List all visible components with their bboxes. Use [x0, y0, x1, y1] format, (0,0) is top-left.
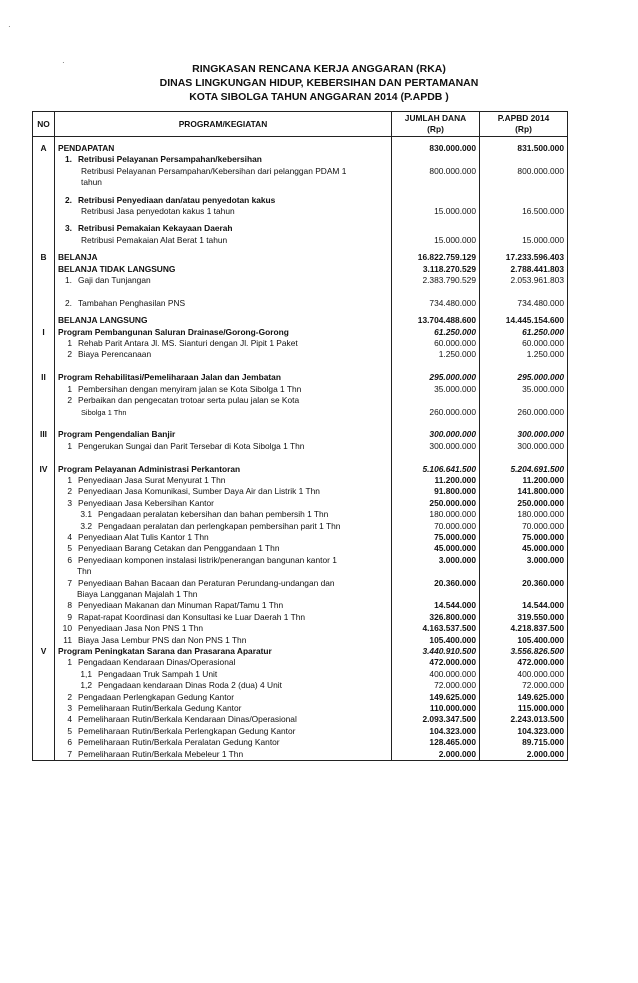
row-papbd: 2.243.013.500 [480, 714, 568, 725]
row-number: 1. [65, 154, 72, 165]
row-label-continued: tahun [55, 177, 392, 188]
row-papbd: 20.360.000 [480, 578, 568, 589]
row-jumlah: 3.440.910.500 [392, 646, 480, 657]
row-number: 3 [67, 497, 72, 508]
row-jumlah: 13.704.488.600 [392, 315, 480, 326]
row-number: 7 [67, 577, 72, 588]
table-row [33, 737, 568, 748]
row-papbd: 319.550.000 [480, 612, 568, 623]
title-line-1: RINGKASAN RENCANA KERJA ANGGARAN (RKA) [192, 63, 446, 75]
header-program: PROGRAM/KEGIATAN [55, 112, 392, 137]
row-number: 1 [67, 383, 72, 394]
header-papbd-label: P.APBD 2014 [497, 113, 550, 123]
row-jumlah: 5.106.641.500 [392, 464, 480, 475]
table-row [33, 509, 568, 520]
row-no: II [33, 372, 55, 383]
table-row [33, 384, 568, 395]
row-number: 4 [67, 531, 72, 542]
row-label: Penyediaan Bahan Bacaan dan Peraturan Perundang-undangan dan [78, 577, 335, 588]
header-no: NO [33, 112, 55, 137]
row-papbd: 15.000.000 [480, 235, 568, 246]
row-papbd: 4.218.837.500 [480, 623, 568, 634]
row-jumlah: 326.800.000 [392, 612, 480, 623]
table-row [33, 252, 568, 263]
table-row [33, 349, 568, 360]
row-jumlah: 75.000.000 [392, 532, 480, 543]
table-row [33, 726, 568, 737]
table-row [33, 646, 568, 657]
row-label: Program Pelayanan Administrasi Perkantoran [55, 464, 392, 475]
row-number: 1 [67, 338, 72, 349]
row-jumlah: 70.000.000 [392, 521, 480, 532]
row-label: Program Peningkatan Sarana dan Prasarana Aparatur [55, 646, 392, 657]
row-jumlah: 472.000.000 [392, 657, 480, 668]
row-number: 5 [67, 725, 72, 736]
table-row [33, 600, 568, 611]
table-row [33, 235, 568, 246]
row-jumlah: 11.200.000 [392, 475, 480, 486]
row-jumlah: 295.000.000 [392, 372, 480, 383]
table-row [33, 703, 568, 714]
row-papbd: 400.000.000 [480, 669, 568, 680]
row-jumlah: 2.383.790.529 [392, 275, 480, 286]
table-row [33, 395, 568, 406]
table-row [33, 589, 568, 600]
table-row [33, 578, 568, 589]
row-papbd: 72.000.000 [480, 680, 568, 691]
table-row [33, 154, 568, 165]
table-row [33, 692, 568, 703]
table-row [33, 749, 568, 761]
row-label: Pemeliharaan Rutin/Berkala Perlengkapan Gedung Kantor [78, 725, 296, 736]
row-label: Pengerukan Sungai dan Parit Tersebar di Kota Sibolga 1 Thn [78, 440, 305, 451]
table-row [33, 498, 568, 509]
table-row [33, 338, 568, 349]
row-label: Penyediaan komponen instalasi listrik/penerangan bangunan kantor 1 [78, 554, 337, 565]
table-row [33, 464, 568, 475]
row-papbd: 2.000.000 [480, 749, 568, 761]
row-papbd: 104.323.000 [480, 726, 568, 737]
row-number: 9 [67, 611, 72, 622]
row-no: III [33, 429, 55, 440]
row-label: Tambahan Penghasilan PNS [78, 297, 186, 308]
row-papbd: 75.000.000 [480, 532, 568, 543]
row-number: 6 [67, 554, 72, 565]
table-header-row [33, 112, 568, 137]
row-no: I [33, 327, 55, 338]
row-number: 6 [67, 737, 72, 748]
row-label: Retribusi Penyediaan dan/atau penyedotan kakus [78, 194, 276, 205]
table-row [33, 635, 568, 646]
row-jumlah: 180.000.000 [392, 509, 480, 520]
row-papbd: 2.788.441.803 [480, 264, 568, 275]
row-no: B [33, 252, 55, 263]
row-number: 2 [67, 349, 72, 360]
table-row [33, 441, 568, 452]
row-papbd: 734.480.000 [480, 298, 568, 309]
row-number: 1 [67, 657, 72, 668]
row-papbd: 60.000.000 [480, 338, 568, 349]
row-papbd: 149.625.000 [480, 692, 568, 703]
table-row [33, 206, 568, 217]
table-row [33, 555, 568, 566]
row-label: Pengadaan peralatan kebersihan dan bahan pembersih 1 Thn [98, 509, 329, 520]
table-row [33, 143, 568, 154]
row-number: 1,2 [80, 680, 92, 691]
table-row [33, 177, 568, 188]
title-line-3: KOTA SIBOLGA TAHUN ANGGARAN 2014 (P.APDB ) [189, 91, 449, 103]
row-label: Penyediaan Makanan dan Minuman Rapat/Tamu 1 Thn [78, 600, 284, 611]
table-row [33, 714, 568, 725]
row-number: 10 [62, 623, 72, 634]
row-papbd: 115.000.000 [480, 703, 568, 714]
row-jumlah: 16.822.759.129 [392, 252, 480, 263]
row-number: 4 [67, 714, 72, 725]
row-label: Penyediaan Barang Cetakan dan Penggandaan 1 Thn [78, 543, 280, 554]
row-papbd: 89.715.000 [480, 737, 568, 748]
row-label: Program Pembangunan Saluran Drainase/Gorong-Gorong [55, 327, 392, 338]
row-papbd: 11.200.000 [480, 475, 568, 486]
row-label: Rehab Parit Antara Jl. MS. Sianturi dengan Jl. Pipit 1 Paket [78, 338, 298, 349]
row-label: Program Rehabilitasi/Pemeliharaan Jalan dan Jembatan [55, 372, 392, 383]
table-row [33, 264, 568, 275]
row-label: Program Pengendalian Banjir [55, 429, 392, 440]
spacer-row [33, 286, 568, 297]
row-label: Penyediaan Jasa Kebersihan Kantor [78, 497, 214, 508]
row-label: PENDAPATAN [55, 143, 392, 154]
row-papbd: 300.000.000 [480, 441, 568, 452]
row-label: BELANJA TIDAK LANGSUNG [55, 264, 392, 275]
row-papbd: 5.204.691.500 [480, 464, 568, 475]
row-jumlah: 110.000.000 [392, 703, 480, 714]
table-row [33, 680, 568, 691]
row-jumlah: 260.000.000 [392, 407, 480, 418]
row-papbd: 250.000.000 [480, 498, 568, 509]
row-jumlah: 15.000.000 [392, 206, 480, 217]
spacer-row [33, 418, 568, 429]
table-row [33, 372, 568, 383]
row-number: 1,1 [80, 668, 92, 679]
row-jumlah: 4.163.537.500 [392, 623, 480, 634]
row-number: 3. [65, 223, 72, 234]
row-jumlah: 250.000.000 [392, 498, 480, 509]
table-row [33, 315, 568, 326]
row-papbd: 800.000.000 [480, 166, 568, 177]
row-jumlah: 3.118.270.529 [392, 264, 480, 275]
table-row [33, 275, 568, 286]
header-papbd [480, 112, 568, 137]
row-jumlah: 14.544.000 [392, 600, 480, 611]
row-label: Biaya Perencanaan [78, 349, 152, 360]
row-number: 1 [67, 474, 72, 485]
row-number: 11 [63, 634, 72, 645]
row-papbd: 3.556.826.500 [480, 646, 568, 657]
row-number: 3.2 [80, 520, 92, 531]
row-papbd: 260.000.000 [480, 407, 568, 418]
row-jumlah: 734.480.000 [392, 298, 480, 309]
table-row [33, 623, 568, 634]
scan-speck: · [8, 22, 11, 31]
row-papbd: 300.000.000 [480, 429, 568, 440]
row-jumlah: 104.323.000 [392, 726, 480, 737]
table-row [33, 195, 568, 206]
row-papbd: 14.445.154.600 [480, 315, 568, 326]
row-label: Pengadaan peralatan dan perlengkapan pembersihan parit 1 Thn [98, 520, 341, 531]
table-row [33, 669, 568, 680]
table-row [33, 486, 568, 497]
spacer-row [33, 361, 568, 372]
row-label: Pengadaan Perlengkapan Gedung Kantor [78, 691, 234, 702]
row-number: 8 [67, 600, 72, 611]
row-label: Retribusi Pelayanan Persampahan/kebersihan [78, 154, 262, 165]
row-papbd: 16.500.000 [480, 206, 568, 217]
row-jumlah: 830.000.000 [392, 143, 480, 154]
row-papbd: 17.233.596.403 [480, 252, 568, 263]
table-row [33, 521, 568, 532]
table-row [33, 532, 568, 543]
table-row [33, 566, 568, 577]
row-label-continued: Biaya Langganan Majalah 1 Thn [55, 589, 392, 600]
row-label: Gaji dan Tunjangan [78, 275, 151, 286]
row-label: Pengadaan Truk Sampah 1 Unit [98, 668, 218, 679]
row-number: 7 [67, 748, 72, 759]
document-title [0, 62, 638, 104]
row-number: 3.1 [80, 509, 92, 520]
row-number: 2. [65, 297, 72, 308]
row-papbd: 45.000.000 [480, 543, 568, 554]
row-jumlah: 1.250.000 [392, 349, 480, 360]
row-label: Biaya Jasa Lembur PNS dan Non PNS 1 Thn [78, 634, 247, 645]
row-jumlah: 20.360.000 [392, 578, 480, 589]
row-number: 5 [67, 543, 72, 554]
row-papbd: 61.250.000 [480, 327, 568, 338]
table-row [33, 166, 568, 177]
row-label: Pemeliharaan Rutin/Berkala Mebeleur 1 Thn [78, 748, 244, 759]
row-jumlah: 300.000.000 [392, 429, 480, 440]
row-label: Pemeliharaan Rutin/Berkala Gedung Kantor [78, 703, 242, 714]
row-label: Retribusi Jasa penyedotan kakus 1 tahun [55, 206, 392, 217]
rka-summary-table [32, 111, 568, 761]
row-jumlah: 400.000.000 [392, 669, 480, 680]
row-label-continued: Thn [55, 566, 392, 577]
row-label: Perbaikan dan pengecatan trotoar serta pulau jalan se Kota [78, 395, 300, 406]
table-row [33, 657, 568, 668]
row-label: Penyediaan Jasa Non PNS 1 Thn [78, 623, 204, 634]
row-papbd: 14.544.000 [480, 600, 568, 611]
row-no: V [33, 646, 55, 657]
row-papbd: 141.800.000 [480, 486, 568, 497]
row-papbd: 1.250.000 [480, 349, 568, 360]
row-jumlah: 2.093.347.500 [392, 714, 480, 725]
row-label: Pengadaan Kendaraan Dinas/Operasional [78, 657, 236, 668]
table-row [33, 298, 568, 309]
row-label-continued: Sibolga 1 Thn [55, 407, 392, 418]
row-jumlah: 300.000.000 [392, 441, 480, 452]
row-papbd: 70.000.000 [480, 521, 568, 532]
header-jumlah [392, 112, 480, 137]
row-papbd: 2.053.961.803 [480, 275, 568, 286]
row-jumlah: 128.465.000 [392, 737, 480, 748]
row-number: 2 [67, 395, 72, 406]
row-number: 2. [65, 194, 72, 205]
table-row [33, 543, 568, 554]
row-number: 1. [65, 275, 72, 286]
row-jumlah: 2.000.000 [392, 749, 480, 761]
table-row [33, 223, 568, 234]
row-label: Pemeliharaan Rutin/Berkala Peralatan Gedung Kantor [78, 737, 280, 748]
table-row [33, 407, 568, 418]
row-jumlah: 105.400.000 [392, 635, 480, 646]
row-jumlah: 15.000.000 [392, 235, 480, 246]
row-label: Penyediaan Alat Tulis Kantor 1 Thn [78, 531, 209, 542]
row-label: Penyediaan Jasa Surat Menyurat 1 Thn [78, 474, 226, 485]
row-label: Retribusi Pemakaian Alat Berat 1 tahun [55, 235, 392, 246]
row-papbd: 35.000.000 [480, 384, 568, 395]
row-label: Pemeliharaan Rutin/Berkala Kendaraan Dinas/Operasional [78, 714, 297, 725]
row-papbd: 472.000.000 [480, 657, 568, 668]
table-row [33, 429, 568, 440]
row-label: BELANJA LANGSUNG [55, 315, 392, 326]
row-papbd: 3.000.000 [480, 555, 568, 566]
title-line-2: DINAS LINGKUNGAN HIDUP, KEBERSIHAN DAN PERTAMANAN [159, 77, 479, 89]
row-jumlah: 800.000.000 [392, 166, 480, 177]
row-papbd: 105.400.000 [480, 635, 568, 646]
row-number: 2 [67, 691, 72, 702]
scan-speck: · [62, 58, 65, 67]
table-row [33, 327, 568, 338]
row-papbd: 831.500.000 [480, 143, 568, 154]
row-jumlah: 91.800.000 [392, 486, 480, 497]
row-number: 2 [67, 486, 72, 497]
row-number: 3 [67, 703, 72, 714]
header-jumlah-unit: (Rp) [427, 124, 444, 134]
row-papbd: 180.000.000 [480, 509, 568, 520]
row-label: Retribusi Pemakaian Kekayaan Daerah [78, 223, 233, 234]
spacer-row [33, 452, 568, 463]
row-jumlah: 45.000.000 [392, 543, 480, 554]
table-row [33, 475, 568, 486]
row-jumlah: 61.250.000 [392, 327, 480, 338]
row-jumlah: 35.000.000 [392, 384, 480, 395]
row-number: 1 [67, 440, 72, 451]
row-no: A [33, 143, 55, 154]
row-jumlah: 3.000.000 [392, 555, 480, 566]
row-label: BELANJA [55, 252, 392, 263]
header-papbd-unit: (Rp) [515, 124, 532, 134]
row-no: IV [33, 464, 55, 475]
row-jumlah: 149.625.000 [392, 692, 480, 703]
header-jumlah-label: JUMLAH DANA [404, 113, 467, 123]
table-row [33, 612, 568, 623]
row-jumlah: 60.000.000 [392, 338, 480, 349]
row-label: Pembersihan dengan menyiram jalan se Kota Sibolga 1 Thn [78, 383, 302, 394]
row-label: Pengadaan kendaraan Dinas Roda 2 (dua) 4 Unit [98, 680, 282, 691]
row-label: Rapat-rapat Koordinasi dan Konsultasi ke Luar Daerah 1 Thn [78, 611, 306, 622]
row-jumlah: 72.000.000 [392, 680, 480, 691]
row-label: Retribusi Pelayanan Persampahan/Kebersihan dari pelanggan PDAM 1 [55, 166, 392, 177]
row-label: Penyediaan Jasa Komunikasi, Sumber Daya Air dan Listrik 1 Thn [78, 486, 320, 497]
row-papbd: 295.000.000 [480, 372, 568, 383]
